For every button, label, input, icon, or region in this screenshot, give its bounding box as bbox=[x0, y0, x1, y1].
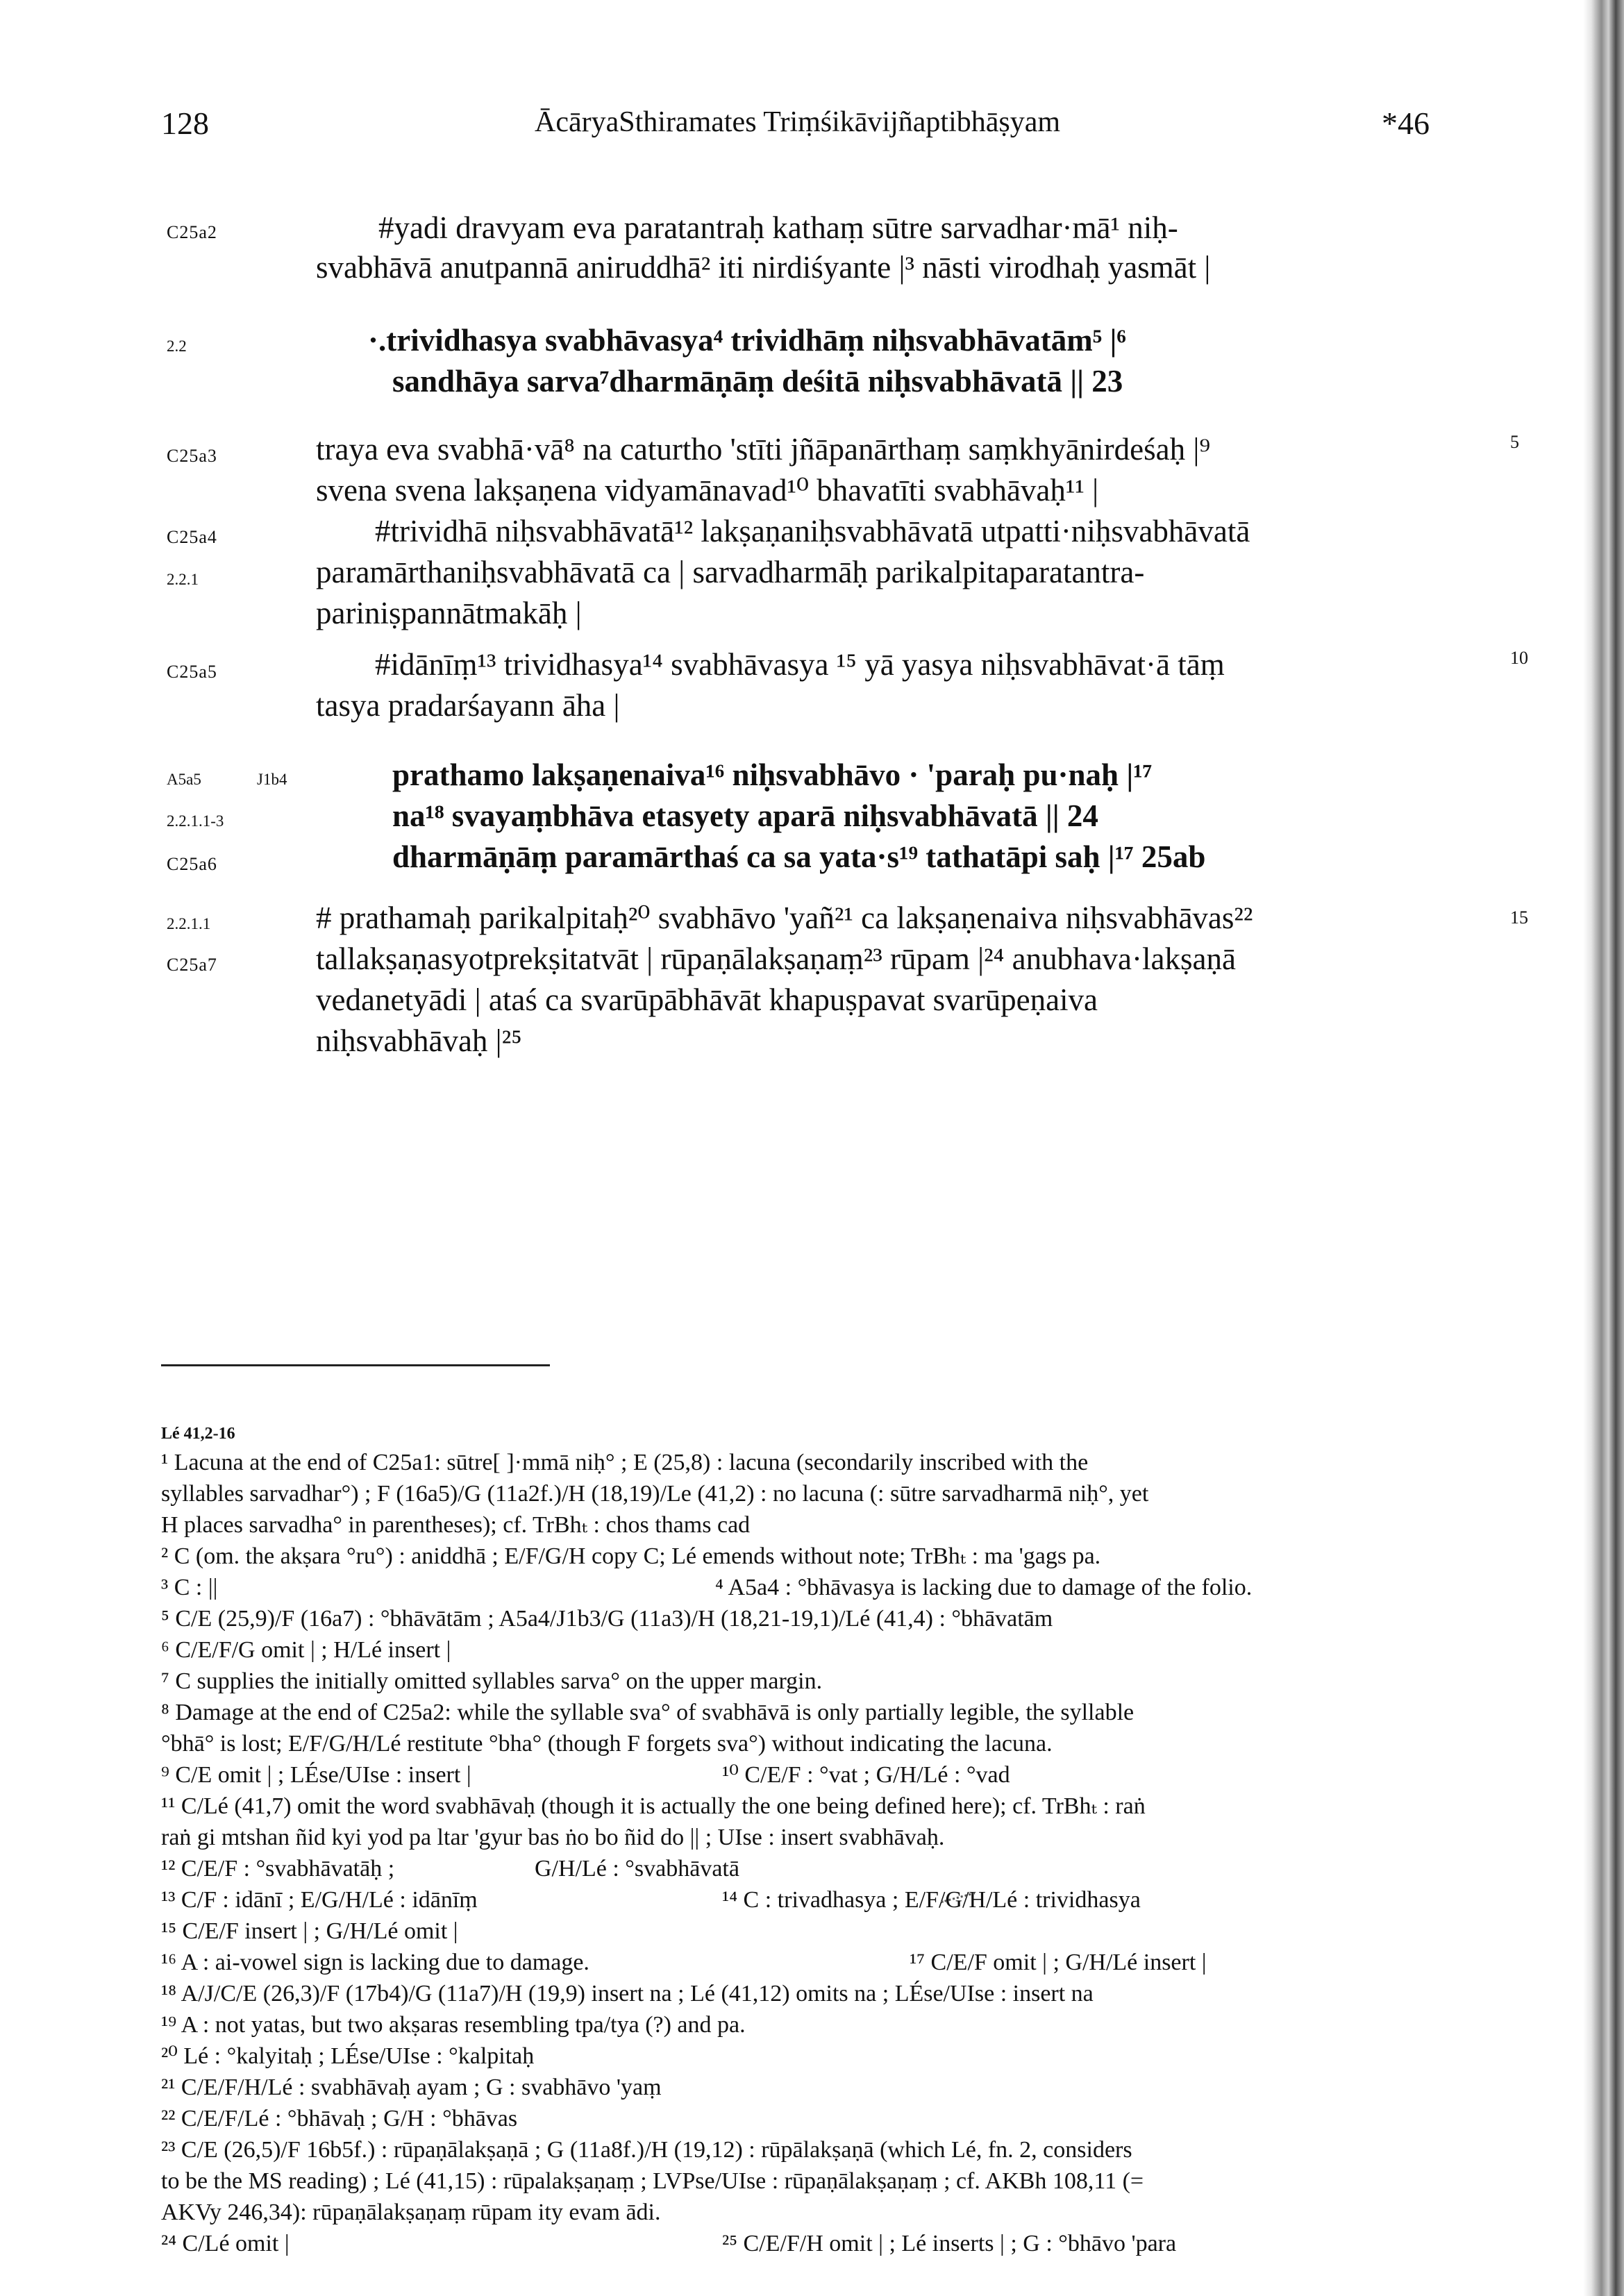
text-line: traya eva svabhā·vā⁸ na caturtho 'stīti jñāpanārthaṃ saṃkhyānirdeśaḥ |⁹ bbox=[316, 432, 1211, 467]
text-line: #idānīṃ¹³ trividhasya¹⁴ svabhāvasya ¹⁵ yā yasya niḥsvabhāvat·ā tāṃ bbox=[375, 647, 1225, 682]
footnote: G/H/Lé : °svabhāvatā bbox=[535, 1856, 739, 1882]
text-line: vedanetyādi | ataś ca svarūpābhāvāt khapuṣpavat svarūpeṇaiva bbox=[316, 982, 1098, 1017]
margin-ref-c25a5: C25a5 bbox=[167, 662, 217, 682]
verse-line: ·.trividhasya svabhāvasya⁴ trividhāṃ niḥsvabhāvatām⁵ |⁶ bbox=[368, 323, 1126, 358]
footnote: ⁶ C/E/F/G omit | ; H/Lé insert | bbox=[161, 1637, 451, 1663]
text-line: svabhāvā anutpannā aniruddhā² iti nirdiśyante |³ nāsti virodhaḥ yasmāt | bbox=[316, 250, 1211, 285]
text-line: pariniṣpannātmakāḥ | bbox=[316, 596, 582, 630]
margin-ref-2-2-1-1: 2.2.1.1 bbox=[167, 915, 211, 932]
line-number: 15 bbox=[1510, 907, 1528, 928]
margin-ref-j1b4: J1b4 bbox=[257, 771, 287, 788]
footnote-rule bbox=[161, 1364, 550, 1366]
footnote: ¹⁵ C/E/F insert | ; G/H/Lé omit | bbox=[161, 1918, 458, 1944]
running-title: ĀcāryaSthiramates Triṃśikāvijñaptibhāṣyam bbox=[535, 106, 1061, 138]
footnote: ²⁰ Lé : °kalyitaḥ ; LÉse/UIse : °kalpitaḥ bbox=[161, 2043, 535, 2069]
footnote: syllables sarvadhar°) ; F (16a5)/G (11a2f.)/H (18,19)/Le (41,2) : no lacuna (: sūtre sarvadharmā niḥ°, yet bbox=[161, 1481, 1149, 1507]
text-line: tallakṣaṇasyotprekṣitatvāt | rūpaṇālakṣaṇaṃ²³ rūpam |²⁴ anubhava·lakṣaṇā bbox=[316, 941, 1236, 976]
footnote: ²² C/E/F/Lé : °bhāvaḥ ; G/H : °bhāvas bbox=[161, 2106, 518, 2131]
footnote: ²³ C/E (26,5)/F 16b5f.) : rūpaṇālakṣaṇā ; G (11a8f.)/H (19,12) : rūpālakṣaṇā (which Lé, fn. 2, considers bbox=[161, 2137, 1132, 2163]
footnote: ¹⁴ C : trivadhasya ; E/F/G/H/Lé : trividhasya bbox=[722, 1887, 1141, 1913]
footnote: ¹⁸ A/J/C/E (26,3)/F (17b4)/G (11a7)/H (19,9) insert na ; Lé (41,12) omits na ; LÉse/UIse : insert na bbox=[161, 1981, 1094, 2006]
text-line: #yadi dravyam eva paratantraḥ kathaṃ sūtre sarvadhar·mā¹ niḥ- bbox=[378, 210, 1178, 245]
verse-line: dharmāṇāṃ paramārthaś ca sa yata·s¹⁹ tathatāpi saḥ |¹⁷ 25ab bbox=[392, 839, 1206, 874]
footnote: ⁵ C/E (25,9)/F (16a7) : °bhāvātām ; A5a4/J1b3/G (11a3)/H (18,21-19,1)/Lé (41,4) : °bhāvatām bbox=[161, 1606, 1053, 1632]
footnote: ¹⁷ C/E/F omit | ; G/H/Lé insert | bbox=[910, 1950, 1207, 1975]
text-line: # prathamaḥ parikalpitaḥ²⁰ svabhāvo 'yañ²¹ ca lakṣaṇenaiva niḥsvabhāvas²² bbox=[316, 900, 1253, 935]
footnote: ¹ Lacuna at the end of C25a1: sūtre[ ]·mmā niḥ° ; E (25,8) : lacuna (secondarily inscribed with the bbox=[161, 1450, 1089, 1475]
footnote: ²⁵ C/E/F/H omit | ; Lé inserts | ; G : °bhāvo 'para bbox=[722, 2231, 1177, 2256]
footnote: raṅ gi mtshan ñid kyi yod pa ltar 'gyur bas ṅo bo ñid do || ; UIse : insert svabhāvaḥ. bbox=[161, 1825, 945, 1850]
footnote: H places sarvadha° in parentheses); cf. TrBhₜ : chos thams cad bbox=[161, 1512, 751, 1538]
footnote: ⁸ Damage at the end of C25a2: while the syllable sva° of svabhāvā is only partially legible, the syllable bbox=[161, 1700, 1135, 1725]
verse-line: sandhāya sarva⁷dharmāṇāṃ deśitā niḥsvabhāvatā || 23 bbox=[392, 364, 1123, 399]
line-number: 10 bbox=[1510, 648, 1528, 668]
footnote: ¹² C/E/F : °svabhāvatāḥ ; bbox=[161, 1856, 395, 1882]
footnote-sigla: Lé 41,2-16 bbox=[161, 1425, 235, 1443]
text-line: #trividhā niḥsvabhāvatā¹² lakṣaṇaniḥsvabhāvatā utpatti·niḥsvabhāvatā bbox=[375, 514, 1250, 548]
verse-line: na¹⁸ svayaṃbhāva etasyety aparā niḥsvabhāvatā || 24 bbox=[392, 798, 1098, 833]
margin-ref-a5a5: A5a5 bbox=[167, 771, 201, 788]
margin-ref-c25a7: C25a7 bbox=[167, 955, 217, 975]
footnote: ³ C : || bbox=[161, 1575, 218, 1600]
text-line: tasya pradarśayann āha | bbox=[316, 688, 620, 723]
footnote: ¹⁶ A : ai-vowel sign is lacking due to damage. bbox=[161, 1950, 589, 1975]
footnote: ²⁴ C/Lé omit | bbox=[161, 2231, 290, 2256]
margin-ref-c25a3: C25a3 bbox=[167, 446, 217, 466]
margin-ref-c25a4: C25a4 bbox=[167, 527, 217, 547]
footnote: ² C (om. the akṣara °ru°) : aniddhā ; E/F/G/H copy C; Lé emends without note; TrBhₜ : ma 'gags pa. bbox=[161, 1543, 1101, 1569]
text-line: paramārthaniḥsvabhāvatā ca | sarvadharmāḥ parikalpitaparatantra- bbox=[316, 555, 1145, 589]
line-number: 5 bbox=[1510, 432, 1519, 452]
margin-ref-c25a2: C25a2 bbox=[167, 222, 217, 242]
footnote: ¹³ C/F : idānī ; E/G/H/Lé : idānīṃ bbox=[161, 1887, 478, 1913]
footnote: ⁷ C supplies the initially omitted syllables sarva° on the upper margin. bbox=[161, 1668, 823, 1694]
margin-ref-2-2-1-1-3: 2.2.1.1-3 bbox=[167, 812, 224, 830]
text-line: niḥsvabhāvaḥ |²⁵ bbox=[316, 1023, 522, 1058]
footnote: ¹¹ C/Lé (41,7) omit the word svabhāvaḥ (though it is actually the one being defined here); cf. TrBhₜ : raṅ bbox=[161, 1793, 1146, 1819]
page-reference: *46 bbox=[1382, 106, 1430, 141]
footnote: ⁴ A5a4 : °bhāvasya is lacking due to damage of the folio. bbox=[715, 1575, 1253, 1600]
footnote: °bhā° is lost; E/F/G/H/Lé restitute °bha° (though F forgets sva°) without indicating the lacuna. bbox=[161, 1731, 1053, 1757]
margin-ref-2-2: 2.2 bbox=[167, 337, 187, 355]
footnote: AKVy 246,34): rūpaṇālakṣaṇaṃ rūpam ity evam ādi. bbox=[161, 2199, 661, 2225]
text-line: svena svena lakṣaṇena vidyamānavad¹⁰ bhavatīti svabhāvaḥ¹¹ | bbox=[316, 473, 1099, 508]
verse-line: prathamo lakṣaṇenaiva¹⁶ niḥsvabhāvo · 'paraḥ pu·naḥ |¹⁷ bbox=[392, 757, 1153, 792]
page-number: 128 bbox=[161, 106, 209, 141]
footnote: to be the MS reading) ; Lé (41,15) : rūpalakṣaṇaṃ ; LVPse/UIse : rūpaṇālakṣaṇaṃ ; cf. AKBh 108,11 (= bbox=[161, 2168, 1144, 2194]
footnote: ¹⁰ C/E/F : °vat ; G/H/Lé : °vad bbox=[722, 1762, 1010, 1788]
scan-page-edge bbox=[1583, 0, 1624, 2296]
footnote: ⁹ C/E omit | ; LÉse/UIse : insert | bbox=[161, 1762, 471, 1788]
margin-ref-c25a6: C25a6 bbox=[167, 854, 217, 874]
footnote: ¹⁹ A : not yatas, but two akṣaras resembling tpa/tya (?) and pa. bbox=[161, 2012, 746, 2038]
margin-ref-2-2-1: 2.2.1 bbox=[167, 571, 199, 588]
footnote: ²¹ C/E/F/H/Lé : svabhāvaḥ ayam ; G : svabhāvo 'yaṃ bbox=[161, 2075, 662, 2100]
